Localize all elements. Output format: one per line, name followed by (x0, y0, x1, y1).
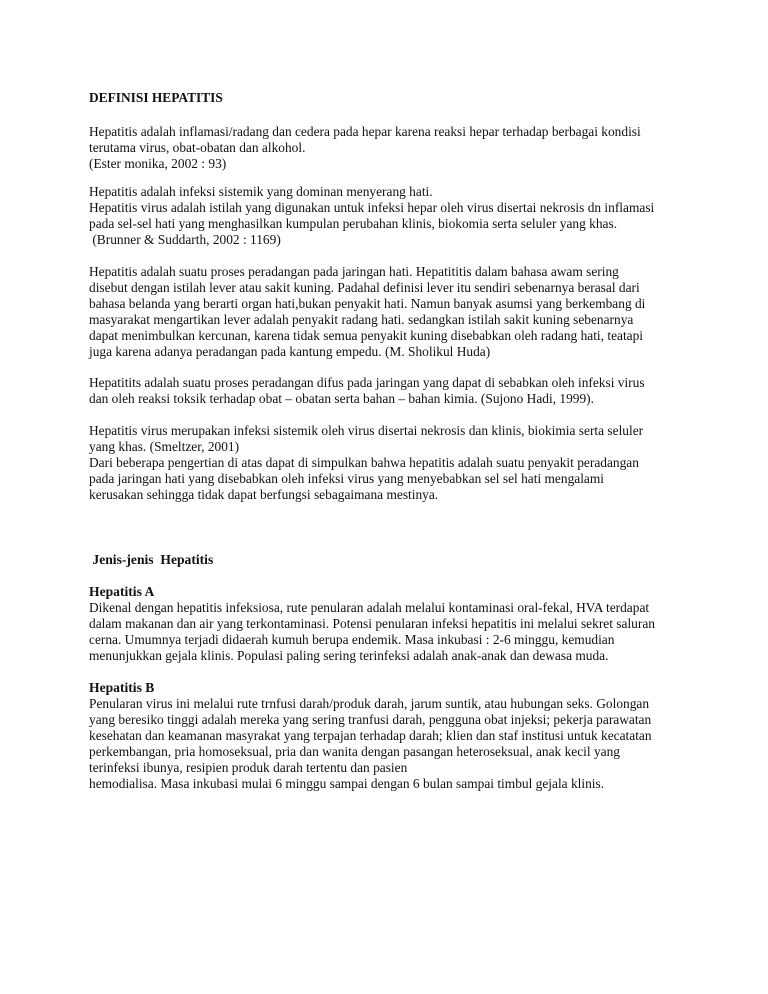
text-line: (Brunner & Suddarth, 2002 : 1169) (89, 232, 281, 247)
text-line: kesehatan dan keamanan masyrakat yang terpajan terhadap darah; klien dan staf institusi untuk kecatatan (89, 728, 652, 743)
paragraph-definition-1 (89, 124, 689, 172)
text-line: dapat menimbulkan kercunan, karena tidak semua penyakit kuning disebabkan oleh radang hati, teatapi (89, 328, 644, 343)
text-line: yang beresiko tinggi adalah mereka yang sering tranfusi darah, pengguna obat injeksi; pekerja parawatan (89, 712, 652, 727)
text-line: Hepatitits adalah suatu proses peradangan difus pada jaringan yang dapat di sebabkan oleh infeksi virus (89, 375, 645, 390)
text-line: bahasa belanda yang berarti organ hati,bukan penyakit hati. Namun banyak asumsi yang berkembang di (89, 296, 646, 311)
text-line: cerna. Umumnya terjadi didaerah kumuh berupa endemik. Masa inkubasi : 2-6 minggu, kemudian (89, 632, 615, 647)
text-line: pada sel-sel hati yang menghasilkan kumpulan perubahan klinis, biokomia serta seluler yang khas. (89, 216, 618, 231)
section-title-definisi (89, 90, 689, 106)
paragraph-hepatitis-a (89, 600, 689, 664)
text-line: yang khas. (Smeltzer, 2001) (89, 439, 240, 454)
text-line: juga karena adanya peradangan pada kantung empedu. (M. Sholikul Huda) (89, 344, 491, 359)
text-line: Hepatitis adalah inflamasi/radang dan cedera pada hepar karena reaksi hepar terhadap berbagai kondisi (89, 124, 641, 139)
text-line: Dikenal dengan hepatitis infeksiosa, rute penularan adalah melalui kontaminasi oral-fekal, HVA terdapat (89, 600, 650, 615)
heading-text: Hepatitis B (89, 680, 155, 695)
text-line: dan oleh reaksi toksik terhadap obat – obatan serta bahan – bahan kimia. (Sujono Hadi, 1999). (89, 391, 594, 406)
heading-text: Jenis-jenis Hepatitis (89, 552, 214, 567)
subsection-title-hepatitis-b (89, 680, 689, 696)
text-line: Dari beberapa pengertian di atas dapat di simpulkan bahwa hepatitis adalah suatu penyakit peradangan (89, 455, 639, 470)
section-title-jenis (89, 552, 689, 568)
text-line: (Ester monika, 2002 : 93) (89, 156, 227, 171)
text-line: masyarakat mengartikan lever adalah penyakit radang hati. sedangkan istilah sakit kuning sebenarnya (89, 312, 634, 327)
heading-text: Hepatitis A (89, 584, 155, 599)
text-line: menunjukkan gejala klinis. Populasi paling sering terinfeksi adalah anak-anak dan dewasa muda. (89, 648, 609, 663)
text-line: kerusakan sehingga tidak dapat berfungsi sebagaimana mestinya. (89, 487, 439, 502)
text-line: Penularan virus ini melalui rute trnfusi darah/produk darah, jarum suntik, atau hubungan seks. Golongan (89, 696, 650, 711)
paragraph-hepatitis-b (89, 696, 689, 792)
heading-text: DEFINISI HEPATITIS (89, 90, 223, 105)
paragraph-definition-2 (89, 184, 689, 248)
text-line: disebut dengan istilah lever atau sakit kuning. Padahal definisi lever itu sendiri sebenarnya berasal dari (89, 280, 640, 295)
text-line: pada jaringan hati yang disebabkan oleh infeksi virus yang menyebabkan sel sel hati mengalami (89, 471, 605, 486)
paragraph-definition-3 (89, 264, 689, 360)
paragraph-definition-4 (89, 375, 689, 407)
text-line: hemodialisa. Masa inkubasi mulai 6 minggu sampai dengan 6 bulan sampai timbul gejala klinis. (89, 776, 605, 791)
text-line: Hepatitis adalah suatu proses peradangan pada jaringan hati. Hepatititis dalam bahasa awam sering (89, 264, 619, 279)
text-line: terutama virus, obat-obatan dan alkohol. (89, 140, 306, 155)
text-line: Hepatitis adalah infeksi sistemik yang dominan menyerang hati. (89, 184, 433, 199)
text-line: Hepatitis virus adalah istilah yang digunakan untuk infeksi hepar oleh virus disertai nekrosis dn inflamasi (89, 200, 655, 215)
text-line: Hepatitis virus merupakan infeksi sistemik oleh virus disertai nekrosis dan klinis, biokimia serta seluler (89, 423, 644, 438)
text-line: terinfeksi ibunya, resipien produk darah tertentu dan pasien (89, 760, 408, 775)
text-line: perkembangan, pria homoseksual, pria dan wanita dengan pasangan heteroseksual, anak kecil yang (89, 744, 620, 759)
paragraph-definition-5 (89, 423, 689, 503)
text-line: dalam makanan dan air yang terkontaminasi. Potensi penularan infeksi hepatitis ini melalui sekret saluran (89, 616, 655, 631)
subsection-title-hepatitis-a (89, 584, 689, 600)
